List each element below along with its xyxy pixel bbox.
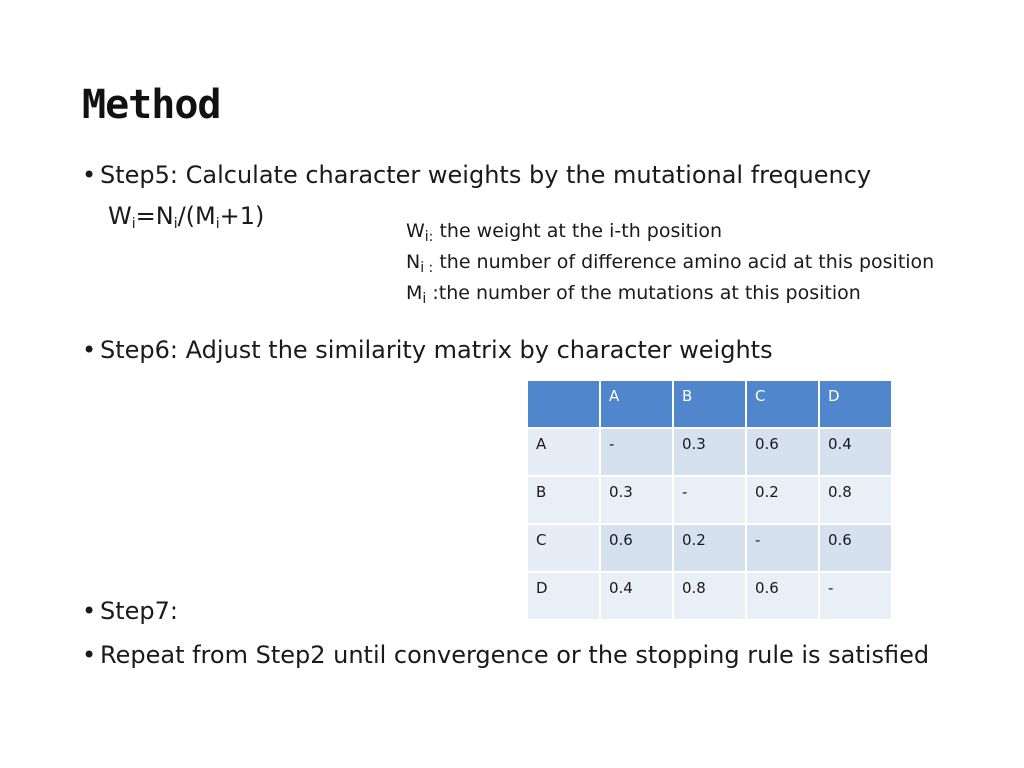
step7-text: Step7:	[100, 597, 178, 625]
header-cell: D	[820, 381, 891, 427]
weight-formula	[108, 202, 264, 230]
slide-title: Method	[82, 82, 221, 128]
step6-text: Step6: Adjust the similarity matrix by character weights	[100, 336, 773, 364]
definition-n: $N_{i :}$ the number of difference amino acid at this position	[406, 251, 935, 276]
bullet-step7	[82, 596, 178, 626]
table-header-row	[528, 381, 891, 427]
row-label: D	[528, 573, 599, 619]
table-cell: 0.8	[820, 477, 891, 523]
formula-div: /(M	[177, 202, 216, 230]
table-cell: 0.6	[820, 525, 891, 571]
formula-w-sub: i	[131, 216, 136, 232]
formula-m-sub: i	[215, 216, 220, 232]
table-row	[528, 429, 891, 475]
table-cell: 0.6	[747, 429, 818, 475]
header-cell: C	[747, 381, 818, 427]
table-cell: 0.4	[601, 573, 672, 619]
row-label: A	[528, 429, 599, 475]
header-cell: B	[674, 381, 745, 427]
table-cell: -	[820, 573, 891, 619]
table-cell: 0.4	[820, 429, 891, 475]
bullet-repeat	[82, 640, 929, 670]
table-cell: 0.2	[674, 525, 745, 571]
table-row	[528, 477, 891, 523]
definition-w: $W_{i:}$ the weight at the i-th position	[406, 220, 723, 245]
bullet-dot: •	[82, 641, 97, 669]
table-cell: 0.6	[601, 525, 672, 571]
table-cell: -	[674, 477, 745, 523]
header-cell: A	[601, 381, 672, 427]
step5-text: Step5: Calculate character weights by the mutational frequency	[100, 161, 872, 189]
formula-n-sub: i	[173, 216, 178, 232]
table-cell: 0.3	[601, 477, 672, 523]
bullet-dot: •	[82, 597, 97, 625]
definition-m: $M_i$ :the number of the mutations at this position	[406, 282, 861, 307]
table-cell: 0.6	[747, 573, 818, 619]
bullet-dot: •	[82, 161, 97, 189]
row-label: C	[528, 525, 599, 571]
table-row	[528, 525, 891, 571]
table-cell: -	[747, 525, 818, 571]
header-cell	[528, 381, 599, 427]
table-cell: -	[601, 429, 672, 475]
bullet-step6	[82, 335, 773, 365]
row-label: B	[528, 477, 599, 523]
similarity-matrix-table	[526, 379, 893, 621]
table-cell: 0.2	[747, 477, 818, 523]
formula-w: W	[108, 202, 132, 230]
bullet-step5	[82, 160, 871, 190]
repeat-text: Repeat from Step2 until convergence or the stopping rule is satisfied	[100, 641, 930, 669]
formula-tail: +1)	[219, 202, 265, 230]
table-row	[528, 573, 891, 619]
table-cell: 0.3	[674, 429, 745, 475]
bullet-dot: •	[82, 336, 97, 364]
table-cell: 0.8	[674, 573, 745, 619]
formula-definitions	[406, 216, 934, 309]
formula-eq: =N	[135, 202, 174, 230]
